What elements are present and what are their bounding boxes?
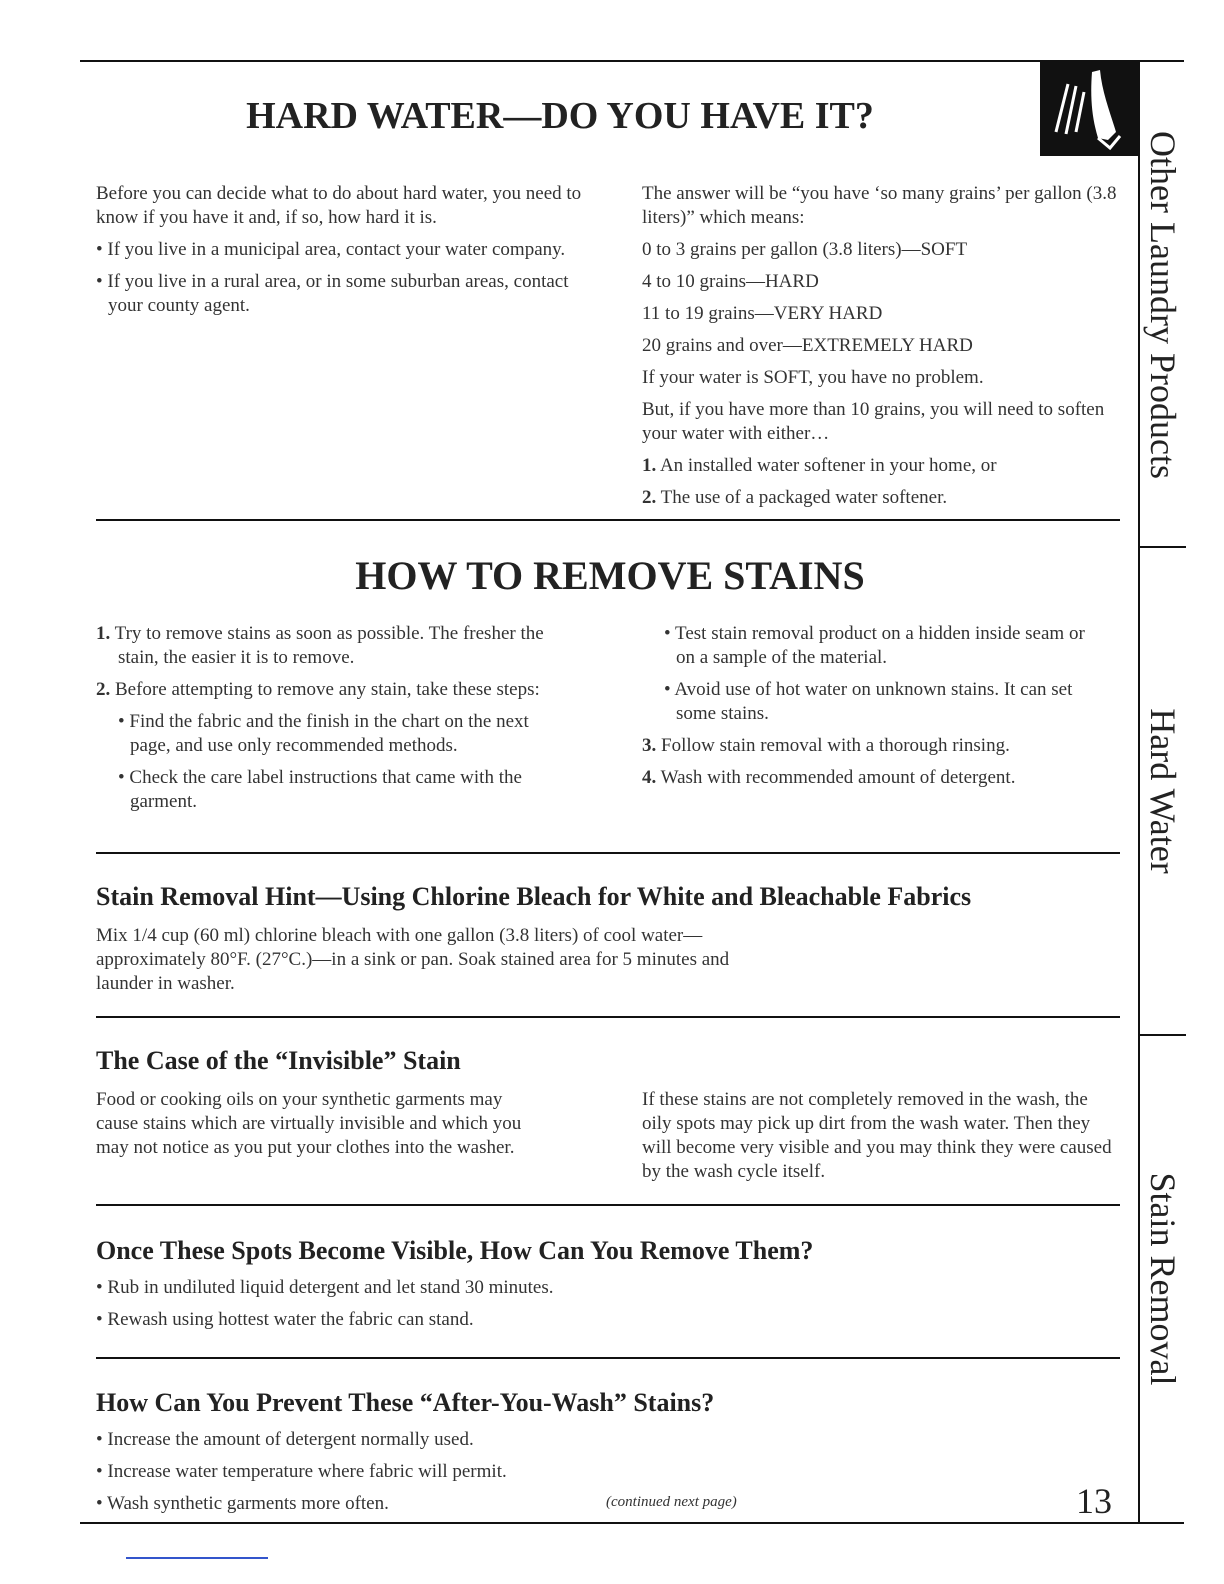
grade-item: 11 to 19 grains—VERY HARD xyxy=(642,303,883,324)
list-item: 1. Try to remove stains as soon as possible. The fresher the stain, the easier it is to remove. xyxy=(96,623,544,668)
tab-other-laundry-products[interactable] xyxy=(1138,62,1186,548)
page-number: 13 xyxy=(1076,1481,1112,1521)
list-item: 1. An installed water softener in your home, or xyxy=(642,455,997,476)
section-divider xyxy=(96,1204,1120,1206)
section-divider xyxy=(96,1357,1120,1359)
list-item: • Test stain removal product on a hidden inside seam or on a sample of the material. xyxy=(664,623,1085,668)
visible-spots-title: Once These Spots Become Visible, How Can You Remove Them? xyxy=(96,1236,814,1265)
list-item: • Increase the amount of detergent normally used. xyxy=(96,1429,474,1450)
grade-item: 0 to 3 grains per gallon (3.8 liters)—SOFT xyxy=(642,239,968,260)
invisible-stain-title: The Case of the “Invisible” Stain xyxy=(96,1046,461,1075)
continued-note: (continued next page) xyxy=(606,1494,737,1510)
bottom-border xyxy=(80,1522,1184,1524)
hard-water-title: HARD WATER—DO YOU HAVE IT? xyxy=(246,95,874,137)
list-item: • If you live in a municipal area, contact your water company. xyxy=(96,239,566,260)
section-divider xyxy=(96,519,1120,521)
more-note: But, if you have more than 10 grains, you will need to soften your water with either… xyxy=(642,399,1105,444)
list-item: • Rewash using hottest water the fabric can stand. xyxy=(96,1309,474,1330)
list-item: 2. Before attempting to remove any stain, take these steps: xyxy=(96,679,540,700)
list-item: • Avoid use of hot water on unknown stains. It can set some stains. xyxy=(664,679,1073,724)
list-item: • Increase water temperature where fabric will permit. xyxy=(96,1461,507,1482)
soft-note: If your water is SOFT, you have no problem. xyxy=(642,367,984,388)
hard-water-left-column xyxy=(96,182,586,326)
tab-label: Other Laundry Products xyxy=(1143,131,1183,479)
tab-stain-removal[interactable] xyxy=(1138,1036,1186,1522)
grade-item: 4 to 10 grains—HARD xyxy=(642,271,819,292)
list-item: • Check the care label instructions that came with the garment. xyxy=(118,767,522,812)
hard-water-intro: Before you can decide what to do about hard water, you need to know if you have it and, if so, how hard it is. xyxy=(96,183,582,228)
invisible-stain-right: If these stains are not completely removed in the wash, the oily spots may pick up dirt from the wash water. Then they will become very visible and you may think they were caused by the wash cycle itself. xyxy=(642,1089,1112,1182)
top-border xyxy=(80,60,1184,62)
list-item: • Wash synthetic garments more often. xyxy=(96,1493,389,1514)
bleach-hint-title: Stain Removal Hint—Using Chlorine Bleach for White and Bleachable Fabrics xyxy=(96,882,972,911)
invisible-stain-left: Food or cooking oils on your synthetic garments may cause stains which are virtually invisible and which you may not notice as you put your clothes into the washer. xyxy=(96,1089,522,1158)
tab-hard-water[interactable] xyxy=(1138,548,1186,1034)
list-item: 4. Wash with recommended amount of detergent. xyxy=(642,767,1016,788)
list-item: 2. The use of a packaged water softener. xyxy=(642,487,948,508)
hard-water-right-column xyxy=(642,182,1122,518)
tab-label: Hard Water xyxy=(1143,708,1183,874)
list-item: • Find the fabric and the finish in the chart on the next page, and use only recommended methods. xyxy=(118,711,529,756)
stains-left-column xyxy=(96,622,566,822)
list-item: • If you live in a rural area, or in some suburban areas, contact your county agent. xyxy=(96,271,569,316)
visible-spots-list xyxy=(96,1276,896,1340)
section-divider xyxy=(96,1016,1120,1018)
prevent-title: How Can You Prevent These “After-You-Wash” Stains? xyxy=(96,1388,715,1417)
section-divider xyxy=(96,852,1120,854)
list-item: • Rub in undiluted liquid detergent and let stand 30 minutes. xyxy=(96,1277,554,1298)
answer-intro: The answer will be “you have ‘so many grains’ per gallon (3.8 liters)” which means: xyxy=(642,183,1117,228)
list-item: 3. Follow stain removal with a thorough rinsing. xyxy=(642,735,1010,756)
stains-right-column xyxy=(642,622,1102,798)
footer-mark xyxy=(126,1557,268,1559)
tab-label: Stain Removal xyxy=(1143,1172,1183,1386)
hand-pour-icon xyxy=(1040,62,1138,156)
grade-item: 20 grains and over—EXTREMELY HARD xyxy=(642,335,973,356)
bleach-hint-text: Mix 1/4 cup (60 ml) chlorine bleach with one gallon (3.8 liters) of cool water—approximately 80°F. (27°C.)—in a sink or pan. Soak stained area for 5 minutes and launder in washer. xyxy=(96,925,730,994)
stains-title: HOW TO REMOVE STAINS xyxy=(355,553,865,598)
